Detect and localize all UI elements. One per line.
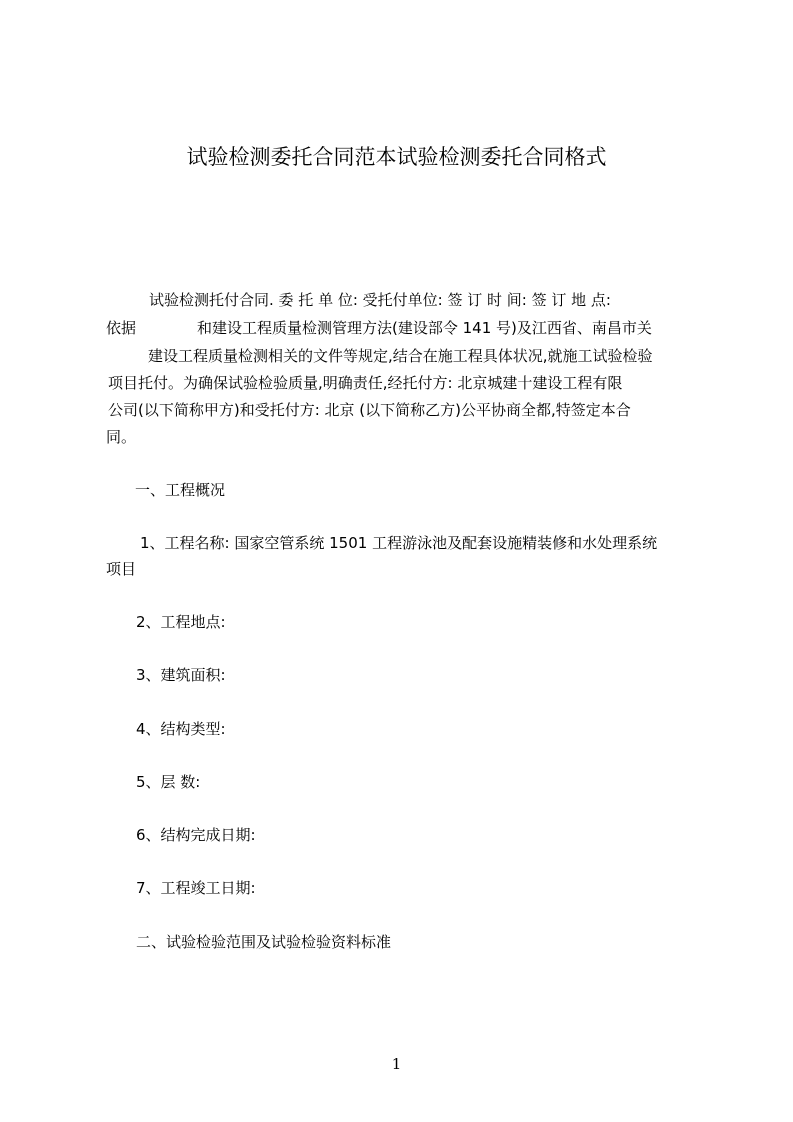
intro-line-4: 项目托付。为确保试验检验质量,明确责任,经托付方: 北京城建十建设工程有限	[108, 374, 623, 392]
intro-line-5: 公司(以下简称甲方)和受托付方: 北京 (以下简称乙方)公平协商全都,特签定本合	[108, 401, 631, 419]
intro-line-3: 建设工程质量检测相关的文件等规定,结合在施工程具体状况,就施工试验检验	[148, 347, 653, 365]
section-2-heading: 二、试验检验范围及试验检验资料标准	[136, 933, 392, 951]
section-1-heading: 一、工程概况	[135, 481, 226, 499]
building-area: 3、建筑面积:	[136, 666, 226, 684]
document-title: 试验检测委托合同范本试验检测委托合同格式	[186, 145, 607, 169]
project-name-line-1: 1、工程名称: 国家空管系统 1501 工程游泳池及配套设施精装修和水处理系统	[140, 534, 658, 552]
floor-count: 5、层 数:	[136, 773, 201, 791]
intro-line-2-end: 和建设工程质量检测管理方法(建设部令 141 号)及江西省、南昌市关	[197, 319, 652, 337]
structure-completion-date: 6、结构完成日期:	[136, 826, 256, 844]
structure-type: 4、结构类型:	[136, 720, 226, 738]
project-name-line-2: 项目	[106, 560, 137, 578]
page-number: 1	[391, 1055, 402, 1073]
intro-line-2-start: 依据	[106, 319, 137, 337]
project-completion-date: 7、工程竣工日期:	[136, 879, 256, 897]
intro-line-6: 同。	[106, 428, 137, 446]
intro-line-1: 试验检测托付合同. 委 托 单 位: 受托付单位: 签 订 时 间: 签 订 地 点:	[149, 291, 611, 309]
project-location: 2、工程地点:	[136, 613, 226, 631]
